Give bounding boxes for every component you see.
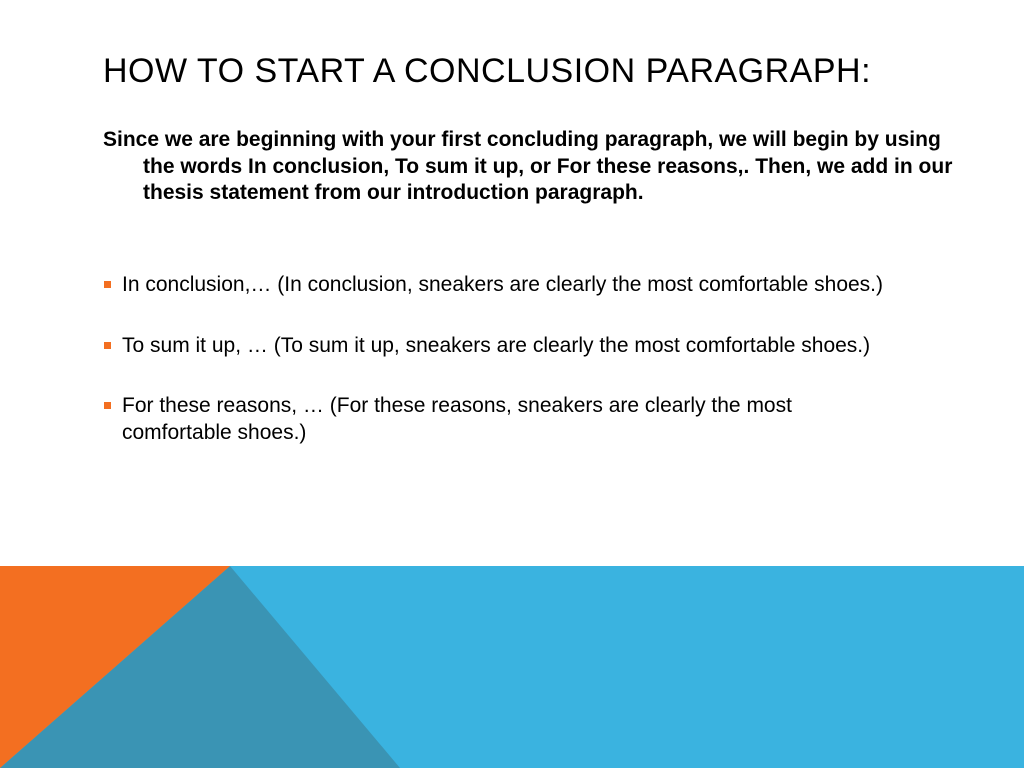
bullet-text: In conclusion,… (In conclusion, sneakers are clearly the most comfortable shoes.)	[122, 273, 884, 296]
square-bullet-icon	[104, 281, 111, 288]
square-bullet-icon	[104, 402, 111, 409]
square-bullet-icon	[104, 342, 111, 349]
bullet-item	[104, 333, 884, 360]
bullet-list	[104, 272, 884, 480]
decorative-footer-shapes	[0, 566, 1024, 768]
bullet-item	[104, 272, 884, 299]
bullet-text: To sum it up, … (To sum it up, sneakers are clearly the most comfortable shoes.)	[122, 333, 871, 357]
intro-paragraph: Since we are beginning with your first concluding paragraph, we will begin by using the words In conclusion, To sum it up, or For these reasons,. Then, we add in our thesis statement from our introduction paragraph.	[103, 128, 953, 204]
bullet-text: For these reasons, … (For these reasons, sneakers are clearly the most comfortable shoes.)	[122, 394, 792, 444]
slide-title: HOW TO START A CONCLUSION PARAGRAPH:	[103, 52, 872, 90]
bullet-item	[104, 393, 884, 446]
